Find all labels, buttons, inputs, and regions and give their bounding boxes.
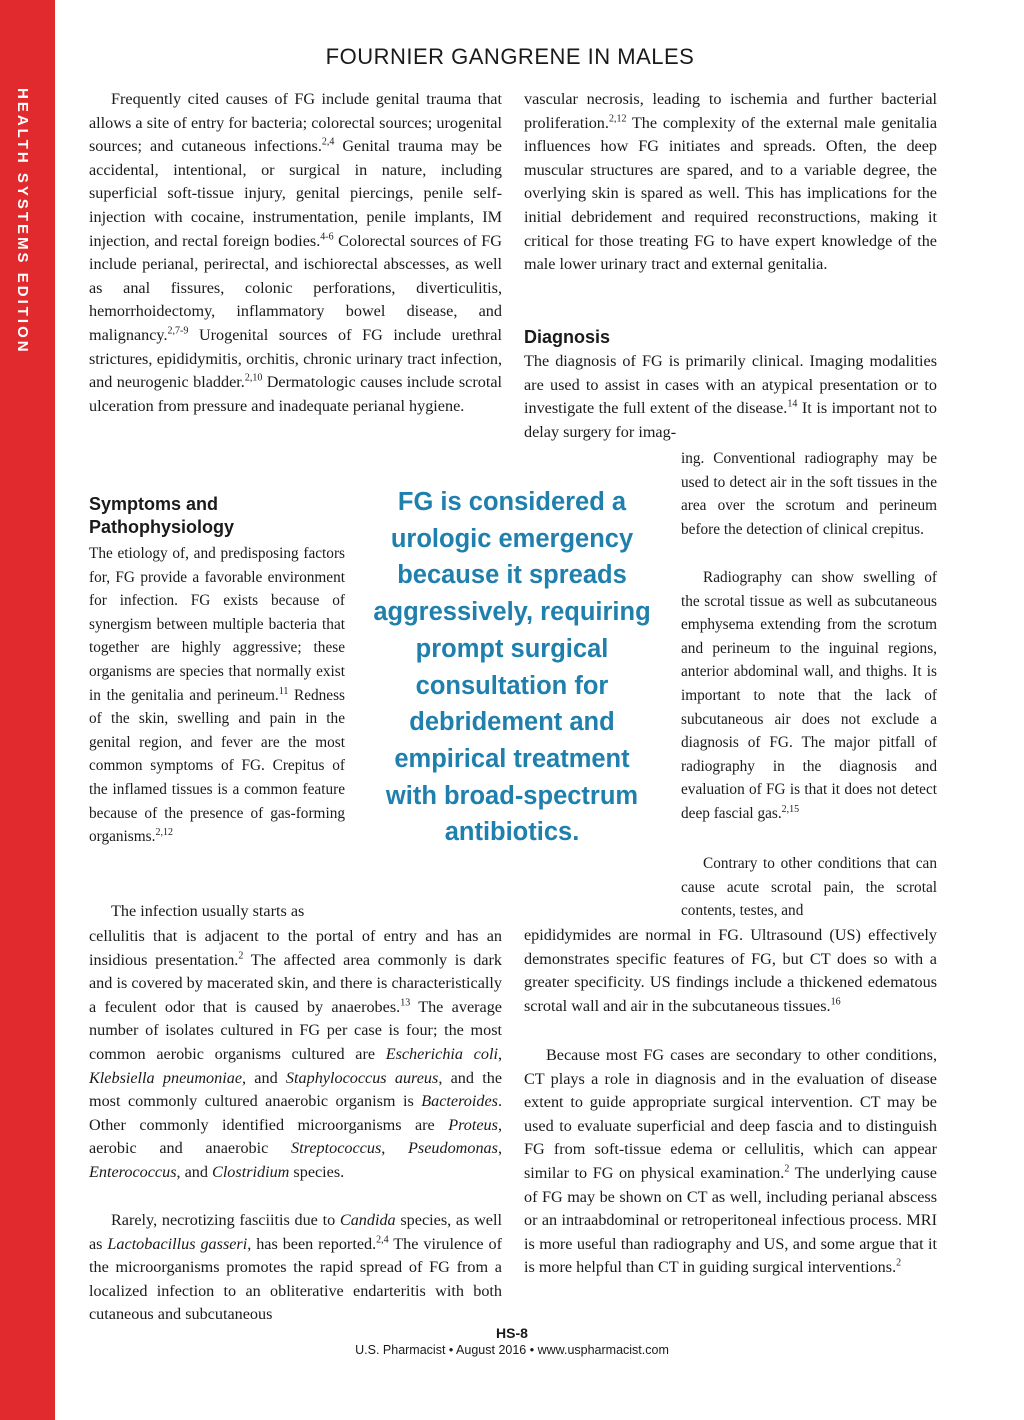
pull-quote: FG is considered a urologic emergency because it spreads aggressively, requiring prompt surgical consultation for debridement and empirical treatment with broad-spectrum antibiotics. — [373, 488, 651, 847]
citation-superscript: 2,10 — [244, 372, 263, 384]
citation-superscript: 2 — [896, 1257, 902, 1269]
right-paragraph-necrosis: vascular necrosis, leading to ischemia and further bacterial proliferation.$^{2,12}$ The complexity of the external male genitalia influences how FG initiates and spreads. Often, the deep muscular structures are spared, and to a variable degree, the overlying skin is spared as well. This has implications for the initial debridement and required reconstructions, making it critical for those treating FG to have expert knowledge of the male lower urinary tract and external genitalia. — [524, 90, 937, 274]
right-paragraph-radiography-swelling: Radiography can show swelling of the scrotal tissue as well as subcutaneous emphysema extending from the scrotum and perineum to the inguinal regions, anterior abdominal wall, and thighs. It is important to note that the lack of subcutaneous air does not exclude a diagnosis of FG. The major pitfall of radiography in the diagnosis and evaluation of FG is that it does not detect deep fascial gas.$^{2,15}$ — [681, 569, 937, 822]
italic-term: Pseudomonas — [408, 1139, 498, 1158]
running-header: FOURNIER GANGRENE IN MALES — [325, 44, 695, 69]
right-paragraph-radiography-detect: ing. Conventional radiography may be used to detect air in the soft tissues in the area over the scrotum and perineum before the detection of clinical crepitus. — [681, 450, 937, 538]
italic-term: Escherichia coli — [385, 1044, 498, 1063]
citation-superscript: 2 — [238, 950, 244, 962]
citation-superscript: 2 — [784, 1163, 790, 1175]
italic-term: Proteus — [448, 1115, 498, 1134]
citation-superscript: 14 — [787, 398, 798, 410]
italic-term: Bacteroides — [421, 1092, 498, 1111]
sidebar-label: HEALTH SYSTEMS EDITION — [14, 88, 31, 355]
italic-term: Streptococcus — [291, 1139, 382, 1158]
italic-term: Lactobacillus gasseri — [107, 1234, 248, 1253]
page-number: HS-8 — [496, 1325, 528, 1341]
italic-term: Candida — [339, 1211, 396, 1229]
right-paragraph-ct: Because most FG cases are secondary to other conditions, CT plays a role in diagnosis and in the evaluation of disease extent to guide appropriate surgical intervention. CT may be used to evaluate superficial and deep fascia and to distinguish FG from soft-tissue edema or cellulitis, which can appear similar to FG on physical examination.$^2$ The underlying cause of FG may be shown on CT as well, including perianal abscess or an intraabdominal or retroperitoneal infectious process. MRI is more useful than radiography and US, and some argue that it is more helpful than CT in guiding surgical interventions.$^2$ — [524, 1046, 937, 1277]
italic-term: Clostridium — [212, 1162, 290, 1181]
left-paragraph-infection-start: The infection usually starts as — [111, 902, 305, 920]
right-paragraph-diagnosis: The diagnosis of FG is primarily clinical. Imaging modalities are used to assist in cases with an atypical presentation or to investigate the full extent of the disease.$^{14}$ It is important not to delay surgery for imag- — [524, 352, 938, 441]
italic-term: Enterococcus — [89, 1162, 177, 1181]
citation-superscript: 2,12 — [608, 113, 627, 125]
citation-superscript: 11 — [278, 685, 289, 697]
left-paragraph-rarely: Rarely, necrotizing fasciitis due to Candida species, as well as Lactobacillus gasseri, has been reported.$^{2,4}$ The virulence of the microorganisms promotes the rapid spread of FG from a localized infection to an obliterative endarteritis with both cutaneous and subcutaneous — [89, 1211, 502, 1324]
citation-superscript: 2,15 — [781, 803, 800, 815]
citation-superscript: 2,7-9 — [167, 325, 189, 337]
left-paragraph-etiology: The etiology of, and predisposing factors for, FG provide a favorable environment for infection. FG exists because of synergism between multiple bacteria that together are highly aggressive; these organisms are species that normally exist in the genitalia and perineum.$^{11}$ Redness of the skin, swelling and pain in the genital region, and fever are the most common symptoms of FG. Crepitus of the inflamed tissues is a common feature because of the presence of gas-forming organisms.$^{2,12}$ — [89, 545, 345, 846]
citation-superscript: 16 — [830, 996, 841, 1008]
left-paragraph-cellulitis: cellulitis that is adjacent to the portal of entry and has an insidious presentation.$^2$ The affected area commonly is dark and is covered by macerated skin, and there is characteristically a feculent odor that is caused by anaerobes.$^{13}$ The average number of isolates cultured in FG per case is four; the most common aerobic organisms cultured are Escherichia coli, Klebsiella pneumoniae, and Staphylococcus aureus, and the most commonly cultured anaerobic organism is Bacteroides. Other commonly identified microorganisms are Proteus, aerobic and anaerobic Streptococcus, Pseudomonas, Enterococcus, and Clostridium species. — [89, 927, 503, 1181]
italic-term: Klebsiella pneumoniae — [89, 1068, 243, 1087]
right-paragraph-ultrasound: epididymides are normal in FG. Ultrasound (US) effectively demonstrates specific features of FG, but CT does so with a greater specificity. US findings include a thickened edematous scrotal wall and air in the subcutaneous tissues.$^{16}$ — [524, 926, 937, 1015]
footer-citation: U.S. Pharmacist • August 2016 • www.uspharmacist.com — [355, 1343, 669, 1357]
left-paragraph-causes: Frequently cited causes of FG include genital trauma that allows a site of entry for bacteria; colorectal sources; urogenital sources; and cutaneous infections.$^{2,4}$ Genital trauma may be accidental, intentional, or surgical in nature, including superficial soft-tissue injury, genital piercings, penile self-injection with cocaine, instrumentation, penile implants, IM injection, and rectal foreign bodies.$^{4-6}$ Colorectal sources of FG include perianal, perirectal, and ischiorectal abscesses, as well as anal fissures, colonic perforations, diverticulitis, hemorrhoidectomy, inflammatory bowel disease, and malignancy.$^{2,7-9}$ Urogenital sources of FG include urethral strictures, epididymitis, orchitis, chronic urinary tract infection, and neurogenic bladder.$^{2,10}$ Dermatologic causes include scrotal ulceration from pressure and inadequate perianal hygiene. — [89, 90, 502, 415]
heading-symptoms: Symptoms and Pathophysiology — [89, 494, 235, 537]
citation-superscript: 2,4 — [376, 1234, 389, 1246]
italic-term: Staphylococcus aureus — [285, 1068, 439, 1087]
citation-superscript: 2,12 — [155, 827, 173, 839]
sidebar-band — [0, 0, 55, 1420]
right-paragraph-contrary: Contrary to other conditions that can cause acute scrotal pain, the scrotal contents, testes, and — [681, 855, 937, 920]
citation-superscript: 13 — [400, 997, 411, 1009]
heading-diagnosis: Diagnosis — [524, 327, 611, 347]
citation-superscript: 4-6 — [320, 231, 334, 243]
citation-superscript: 2,4 — [321, 136, 335, 148]
